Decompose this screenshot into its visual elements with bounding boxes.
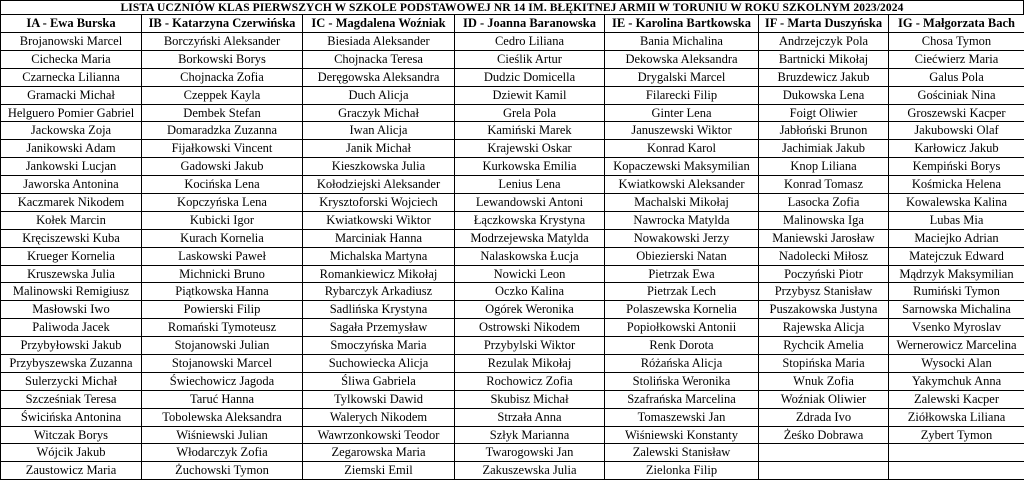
student-cell: Cedro Liliana xyxy=(455,33,605,51)
table-row xyxy=(1,229,1024,247)
student-cell: Kamiński Marek xyxy=(455,122,605,140)
student-cell: Iwan Alicja xyxy=(303,122,455,140)
student-cell: Powierski Filip xyxy=(142,301,303,319)
student-cell: Kwiatkowski Wiktor xyxy=(303,211,455,229)
table-row xyxy=(1,372,1024,390)
student-cell: Zalewski Stanisław xyxy=(605,444,759,462)
student-cell: Rezulak Mikołaj xyxy=(455,355,605,373)
student-cell: Karłowicz Jakub xyxy=(889,140,1024,158)
student-cell: Kołek Marcin xyxy=(1,211,142,229)
student-cell: Pietrzak Lech xyxy=(605,283,759,301)
student-cell: Zdrada Ivo xyxy=(759,408,889,426)
student-cell: Skubisz Michał xyxy=(455,390,605,408)
student-cell: Woźniak Oliwier xyxy=(759,390,889,408)
student-cell: Zakuszewska Julia xyxy=(455,462,605,480)
student-cell: Przybyłowski Jakub xyxy=(1,337,142,355)
student-cell: Rajewska Alicja xyxy=(759,319,889,337)
student-cell: Jackowska Zoja xyxy=(1,122,142,140)
table-row xyxy=(1,50,1024,68)
student-cell: Chojnacka Zofia xyxy=(142,68,303,86)
student-cell: Deręgowska Aleksandra xyxy=(303,68,455,86)
student-cell: Kręciszewski Kuba xyxy=(1,229,142,247)
student-cell: Ziemski Emil xyxy=(303,462,455,480)
student-cell: Knop Liliana xyxy=(759,158,889,176)
student-cell: Biesiada Aleksander xyxy=(303,33,455,51)
table-row xyxy=(1,301,1024,319)
table-row xyxy=(1,140,1024,158)
student-cell: Sulerzycki Michał xyxy=(1,372,142,390)
student-cell: Cieślik Artur xyxy=(455,50,605,68)
student-cell: Polaszewska Kornelia xyxy=(605,301,759,319)
student-cell: Puszakowska Justyna xyxy=(759,301,889,319)
student-cell: Ogórek Weronika xyxy=(455,301,605,319)
student-cell: Kruszewska Julia xyxy=(1,265,142,283)
table-row xyxy=(1,390,1024,408)
table-row xyxy=(1,104,1024,122)
student-cell: Januszewski Wiktor xyxy=(605,122,759,140)
student-cell: Sagała Przemysław xyxy=(303,319,455,337)
student-cell: Chojnacka Teresa xyxy=(303,50,455,68)
student-cell: Szcześniak Teresa xyxy=(1,390,142,408)
student-cell: Ginter Lena xyxy=(605,104,759,122)
student-cell: Jankowski Lucjan xyxy=(1,158,142,176)
student-cell: Szafrańska Marcelina xyxy=(605,390,759,408)
student-cell: Fijałkowski Vincent xyxy=(142,140,303,158)
student-cell: Wernerowicz Marcelina xyxy=(889,337,1024,355)
student-cell: Nadolecki Miłosz xyxy=(759,247,889,265)
student-cell: Maciejko Adrian xyxy=(889,229,1024,247)
student-cell: Poczyński Piotr xyxy=(759,265,889,283)
student-cell: Lenius Lena xyxy=(455,176,605,194)
student-cell: Konrad Karol xyxy=(605,140,759,158)
student-cell: Dziewit Kamil xyxy=(455,86,605,104)
student-cell: Dembek Stefan xyxy=(142,104,303,122)
student-cell: Lubas Mia xyxy=(889,211,1024,229)
student-cell: Wawrzonkowski Teodor xyxy=(303,426,455,444)
table-row xyxy=(1,86,1024,104)
student-cell: Stopińska Maria xyxy=(759,355,889,373)
student-cell: Twarogowski Jan xyxy=(455,444,605,462)
student-cell: Bania Michalina xyxy=(605,33,759,51)
student-cell: Romański Tymoteusz xyxy=(142,319,303,337)
student-cell: Stolińska Weronika xyxy=(605,372,759,390)
table-row xyxy=(1,444,1024,462)
student-cell: Oczko Kalina xyxy=(455,283,605,301)
student-cell: Borkowski Borys xyxy=(142,50,303,68)
student-cell: Ziółkowska Liliana xyxy=(889,408,1024,426)
student-cell: Jachimiak Jakub xyxy=(759,140,889,158)
student-cell: Suchowiecka Alicja xyxy=(303,355,455,373)
table-row xyxy=(1,355,1024,373)
student-cell: Matejczuk Edward xyxy=(889,247,1024,265)
student-cell: Kocińska Lena xyxy=(142,176,303,194)
student-cell: Gramacki Michał xyxy=(1,86,142,104)
student-cell: Romankiewicz Mikołaj xyxy=(303,265,455,283)
student-cell: Krysztoforski Wojciech xyxy=(303,194,455,212)
student-cell: Yakymchuk Anna xyxy=(889,372,1024,390)
table-row xyxy=(1,158,1024,176)
table-row xyxy=(1,176,1024,194)
student-cell: Walerych Nikodem xyxy=(303,408,455,426)
student-cell: Jaworska Antonina xyxy=(1,176,142,194)
student-cell: Śliwa Gabriela xyxy=(303,372,455,390)
student-cell: Paliwoda Jacek xyxy=(1,319,142,337)
student-cell: Janikowski Adam xyxy=(1,140,142,158)
student-cell: Cichecka Maria xyxy=(1,50,142,68)
student-cell: Kurach Kornelia xyxy=(142,229,303,247)
student-cell xyxy=(889,462,1024,480)
student-cell: Jakubowski Olaf xyxy=(889,122,1024,140)
student-cell: Galus Pola xyxy=(889,68,1024,86)
student-cell: Rychcik Amelia xyxy=(759,337,889,355)
student-cell: Domaradzka Zuzanna xyxy=(142,122,303,140)
student-cell: Kośmicka Helena xyxy=(889,176,1024,194)
student-cell: Bartnicki Mikołaj xyxy=(759,50,889,68)
student-cell: Tobolewska Aleksandra xyxy=(142,408,303,426)
student-cell: Ostrowski Nikodem xyxy=(455,319,605,337)
student-cell: Kopaczewski Maksymilian xyxy=(605,158,759,176)
student-cell: Dukowska Lena xyxy=(759,86,889,104)
student-cell: Pietrzak Ewa xyxy=(605,265,759,283)
student-cell: Dudzic Domicella xyxy=(455,68,605,86)
student-cell xyxy=(889,444,1024,462)
student-cell: Ciećwierz Maria xyxy=(889,50,1024,68)
student-cell: Gościniak Nina xyxy=(889,86,1024,104)
student-cell: Maniewski Jarosław xyxy=(759,229,889,247)
student-cell: Janik Michał xyxy=(303,140,455,158)
student-cell: Kaczmarek Nikodem xyxy=(1,194,142,212)
student-cell: Świcińska Antonina xyxy=(1,408,142,426)
class-header: IC - Magdalena Woźniak xyxy=(303,15,455,33)
class-roster-table xyxy=(0,14,1024,480)
student-cell: Kempiński Borys xyxy=(889,158,1024,176)
table-row xyxy=(1,68,1024,86)
student-cell: Rochowicz Zofia xyxy=(455,372,605,390)
student-cell: Kopczyńska Lena xyxy=(142,194,303,212)
student-cell: Konrad Tomasz xyxy=(759,176,889,194)
table-row xyxy=(1,247,1024,265)
student-cell: Wysocki Alan xyxy=(889,355,1024,373)
class-header: IE - Karolina Bartkowska xyxy=(605,15,759,33)
roster-body xyxy=(1,33,1024,480)
student-cell: Żuchowski Tymon xyxy=(142,462,303,480)
student-cell: Grela Pola xyxy=(455,104,605,122)
student-cell: Żeśko Dobrawa xyxy=(759,426,889,444)
header-row xyxy=(1,15,1024,33)
student-cell: Rybarczyk Arkadiusz xyxy=(303,283,455,301)
class-header: IG - Małgorzata Bach xyxy=(889,15,1024,33)
student-cell: Malinowska Iga xyxy=(759,211,889,229)
student-cell: Nalaskowska Łucja xyxy=(455,247,605,265)
student-cell: Wnuk Zofia xyxy=(759,372,889,390)
student-cell xyxy=(759,462,889,480)
class-header: IA - Ewa Burska xyxy=(1,15,142,33)
student-cell: Łączkowska Krystyna xyxy=(455,211,605,229)
student-cell: Filarecki Filip xyxy=(605,86,759,104)
student-cell: Kołodziejski Aleksander xyxy=(303,176,455,194)
table-row xyxy=(1,33,1024,51)
student-cell: Michalska Martyna xyxy=(303,247,455,265)
student-cell: Lasocka Zofia xyxy=(759,194,889,212)
student-cell: Nowicki Leon xyxy=(455,265,605,283)
class-header: IB - Katarzyna Czerwińska xyxy=(142,15,303,33)
table-row xyxy=(1,408,1024,426)
student-cell: Stojanowski Marcel xyxy=(142,355,303,373)
student-cell: Zaustowicz Maria xyxy=(1,462,142,480)
student-cell: Groszewski Kacper xyxy=(889,104,1024,122)
student-cell: Czeppek Kayla xyxy=(142,86,303,104)
student-cell: Szłyk Marianna xyxy=(455,426,605,444)
student-cell: Dekowska Aleksandra xyxy=(605,50,759,68)
class-header: IF - Marta Duszyńska xyxy=(759,15,889,33)
student-cell: Obiezierski Natan xyxy=(605,247,759,265)
student-cell: Borczyński Aleksander xyxy=(142,33,303,51)
student-cell: Modrzejewska Matylda xyxy=(455,229,605,247)
student-cell: Duch Alicja xyxy=(303,86,455,104)
student-cell: Krajewski Oskar xyxy=(455,140,605,158)
student-cell: Wiśniewski Julian xyxy=(142,426,303,444)
student-cell: Kurkowska Emilia xyxy=(455,158,605,176)
student-cell: Kowalewska Kalina xyxy=(889,194,1024,212)
table-row xyxy=(1,194,1024,212)
student-cell: Przybysz Stanisław xyxy=(759,283,889,301)
student-cell: Przybyszewska Zuzanna xyxy=(1,355,142,373)
student-cell: Witczak Borys xyxy=(1,426,142,444)
student-cell: Tomaszewski Jan xyxy=(605,408,759,426)
table-row xyxy=(1,337,1024,355)
student-cell: Chosa Tymon xyxy=(889,33,1024,51)
student-cell: Zalewski Kacper xyxy=(889,390,1024,408)
student-cell: Czarnecka Lilianna xyxy=(1,68,142,86)
student-cell: Laskowski Paweł xyxy=(142,247,303,265)
student-cell: Kwiatkowski Aleksander xyxy=(605,176,759,194)
student-cell: Popiołkowski Antonii xyxy=(605,319,759,337)
student-cell: Krueger Kornelia xyxy=(1,247,142,265)
student-cell: Andrzejczyk Pola xyxy=(759,33,889,51)
student-cell: Michnicki Bruno xyxy=(142,265,303,283)
student-cell: Włodarczyk Zofia xyxy=(142,444,303,462)
student-cell: Taruć Hanna xyxy=(142,390,303,408)
student-cell: Zegarowska Maria xyxy=(303,444,455,462)
student-cell: Świechowicz Jagoda xyxy=(142,372,303,390)
student-cell: Foigt Oliwier xyxy=(759,104,889,122)
student-cell: Piątkowska Hanna xyxy=(142,283,303,301)
student-cell: Smoczyńska Maria xyxy=(303,337,455,355)
table-row xyxy=(1,283,1024,301)
student-cell: Gadowski Jakub xyxy=(142,158,303,176)
student-cell: Wiśniewski Konstanty xyxy=(605,426,759,444)
student-cell: Graczyk Michał xyxy=(303,104,455,122)
table-row xyxy=(1,211,1024,229)
student-cell: Rumiński Tymon xyxy=(889,283,1024,301)
student-cell: Drygalski Marcel xyxy=(605,68,759,86)
class-header: ID - Joanna Baranowska xyxy=(455,15,605,33)
student-cell: Brojanowski Marcel xyxy=(1,33,142,51)
student-cell: Kubicki Igor xyxy=(142,211,303,229)
table-row xyxy=(1,319,1024,337)
student-cell: Bruzdewicz Jakub xyxy=(759,68,889,86)
student-cell: Machalski Mikołaj xyxy=(605,194,759,212)
student-cell: Zielonka Filip xyxy=(605,462,759,480)
student-cell: Przybylski Wiktor xyxy=(455,337,605,355)
table-row xyxy=(1,265,1024,283)
table-row xyxy=(1,122,1024,140)
student-cell: Tylkowski Dawid xyxy=(303,390,455,408)
student-cell: Mądrzyk Maksymilian xyxy=(889,265,1024,283)
student-cell: Nawrocka Matylda xyxy=(605,211,759,229)
student-cell: Zybert Tymon xyxy=(889,426,1024,444)
student-cell xyxy=(759,444,889,462)
student-cell: Marciniak Hanna xyxy=(303,229,455,247)
student-cell: Sadlińska Krystyna xyxy=(303,301,455,319)
student-cell: Stojanowski Julian xyxy=(142,337,303,355)
student-cell: Renk Dorota xyxy=(605,337,759,355)
document-title: LISTA UCZNIÓW KLAS PIERWSZYCH W SZKOLE PODSTAWOWEJ NR 14 IM. BŁĘKITNEJ ARMII W TORUNIU W ROKU SZKOLNYM 2023/2024 xyxy=(0,0,1024,14)
student-cell: Różańska Alicja xyxy=(605,355,759,373)
student-cell: Helguero Pomier Gabriel xyxy=(1,104,142,122)
student-cell: Wójcik Jakub xyxy=(1,444,142,462)
student-cell: Jabłoński Brunon xyxy=(759,122,889,140)
table-row xyxy=(1,426,1024,444)
student-cell: Strzała Anna xyxy=(455,408,605,426)
student-cell: Kieszkowska Julia xyxy=(303,158,455,176)
table-row xyxy=(1,462,1024,480)
student-cell: Lewandowski Antoni xyxy=(455,194,605,212)
student-cell: Sarnowska Michalina xyxy=(889,301,1024,319)
student-cell: Nowakowski Jerzy xyxy=(605,229,759,247)
student-cell: Malinowski Remigiusz xyxy=(1,283,142,301)
student-cell: Masłowski Iwo xyxy=(1,301,142,319)
student-cell: Vsenko Myroslav xyxy=(889,319,1024,337)
